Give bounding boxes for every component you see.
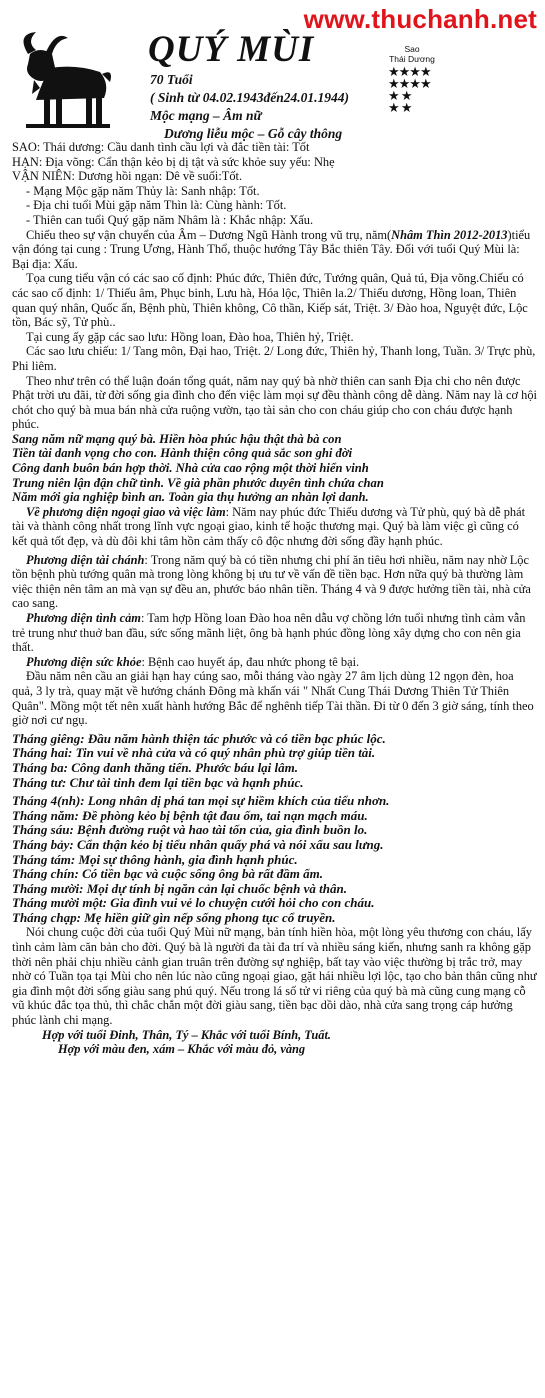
article-body — [12, 140, 537, 1057]
month-line: Tháng 4(nh): Long nhân dị phá tan mọi sự hiềm khích của tiểu nhơn. — [12, 793, 390, 809]
suckhoe-section: Phương diện sức khỏe: Bệnh cao huyết áp, đau nhức phong tê bại. — [26, 654, 360, 669]
month-line: Tháng tư: Chư tài tinh đem lại tiền bạc và hạnh phúc. — [12, 774, 304, 790]
age-text: 70 Tuổi — [150, 72, 193, 87]
goat-icon — [6, 24, 118, 136]
birth-range: ( Sinh từ 04.02.1943đến24.01.1944) — [150, 90, 349, 105]
month-line: Tháng giêng: Đầu năm hành thiện tác phước và có tiền bạc phúc lộc. — [12, 730, 386, 746]
paragraph-2: Tọa cung tiểu vận có các sao cố định: Phúc đức, Thiên đức, Tướng quân, Quả tú, Địa võng.Chiếu có các sao cố định: 1/ Thiếu âm, Phục binh, Lưu hà, Hóa lộc, Thiên la.2/ Thiếu dương, Hồng loan, Thiên quan quý nhân, Quốc ấn, Bệnh phù, Thiên không, Cô thần, Kiếp sát, Triệt. 3/ Đào hoa, Nguyệt đức, Lộc tồn, Bác sỹ, Tử phù.. — [12, 271, 528, 330]
paragraph-4: Các sao lưu chiếu: 1/ Tang môn, Đại hao, Triệt. 2/ Long đức, Thiên hỷ, Thanh long, Tuần. 3/ Trực phù, Phi liêm. — [12, 344, 536, 373]
paragraph-7: Nói chung cuộc đời của tuổi Quý Mùi nữ mạng, bản tính hiền hòa, một lòng yêu thương con cháu, lấy tình cảm làm căn bản cho đời. Quý bà là người đa tài đa trí và nhiều sáng kiến, nhưng sanh ra không gặp thời nên phải chịu nhiều cảnh gian truân trên đường sự nghiệp, bất tay vào việc thường bị trắc trở, may nhờ có Tuần tọa tại Mùi cho nên lúc nào cũng ngoại giao, gặt hái nhiều lợi lộc, tạo cho bản thân cũng như gia đình một đời sống giàu sang phú quý. Nếu trong lá số tử vi riêng của quý bà mà cũng cung mạng cỗ vũ khúc đắc tọa thủ, thì chắc chắn một đời giàu sang, tiền bạc dồi dào, nhà cửa sang trọng cáp hưởng phúc lành chi mạng. — [12, 925, 537, 1028]
sao-line: SAO: Thái dương: Cầu danh tình cầu lợi và đắc tiền tài: Tốt — [12, 140, 310, 154]
hop-tuoi: Hợp với tuổi Đinh, Thân, Tý – Khắc với tuổi Bính, Tuất. — [42, 1027, 332, 1042]
month-line: Tháng hai: Tin vui về nhà cửa và có quý nhân phù trợ giúp tiền tài. — [12, 745, 376, 761]
month-line: Tháng mười: Mọi dự tính bị ngăn cản lại chuốc bệnh và thân. — [12, 880, 347, 896]
poem-line: Trung niên lận đận chữ tình. Về già phần phước duyên tình chứa chan — [12, 475, 384, 490]
sao-name: Thái Dương — [389, 54, 435, 64]
paragraph-3: Tại cung ấy gặp các sao lưu: Hồng loan, Đào hoa, Thiên hỷ, Triệt. — [26, 329, 354, 344]
month-line: Tháng sáu: Bệnh đường ruột và hao tài tốn của, gia đình buồn lo. — [12, 822, 368, 838]
page-title: QUÝ MÙI — [148, 29, 315, 70]
poem-line: Sang năm nữ mạng quý bà. Hiền hòa phúc hậu thật thà bà con — [12, 431, 342, 446]
site-url-link[interactable]: www.thuchanh.net — [303, 4, 537, 34]
month-line: Tháng ba: Công danh thăng tiến. Phước báu lại lâm. — [12, 759, 299, 775]
month-line: Tháng tám: Mọi sự thông hành, gia đình hạnh phúc. — [12, 851, 298, 867]
taichinh-section: Phương diện tài chánh: Trong năm quý bà có tiền nhưng chi phí ăn tiêu hơi nhiều, năm nay nhờ Lộc tồn bệnh phù tướng quân mà trong lòng không bị ưu tư về vấn đề tiền bạc. Hơn nữa quý bà thường làm việc thiện nên tâm an mà vạn sự đều an, phước báo nhân tiền. Tháng 4 và 9 được hưởng tiền tài, nhà cửa cao sang. — [12, 552, 531, 611]
hop-mau: Hợp với màu đen, xám – Khắc với màu đỏ, vàng — [58, 1042, 306, 1057]
month-line: Tháng bảy: Cẩn thận kẻo bị tiểu nhân quấy phá và nói xấu sau lưng. — [12, 836, 384, 852]
month-line: Tháng mười một: Gia đình vui vẻ lo chuyện cưới hỏi cho con cháu. — [12, 895, 375, 911]
month-line: Tháng chín: Có tiền bạc và cuộc sống ông bà rất đầm ấm. — [12, 866, 323, 882]
sao-label-box — [382, 44, 442, 64]
list-item: - Thiên can tuổi Quý gặp năm Nhâm là : Khắc nhập: Xấu. — [26, 212, 314, 227]
han-line: HẠN: Địa võng: Cẩn thận kẻo bị dị tật và sức khỏe suy yếu: Nhẹ — [12, 154, 335, 169]
poem-line: Tiền tài danh vọng cho con. Hành thiện công quả sắc son ghi đời — [12, 446, 353, 461]
ngoaigiao-section: Về phương diện ngoại giao và việc làm: Năm nay phúc đức Thiếu dương và Tử phù, quý bà dễ phát tài và thành công nhất trong lĩnh vực ngoại giao, kinh tế hoặc thương mại. Quý bà làm việc gì cũng có kết quả tốt đẹp, và dù đôi khi tâm hồn cảm thấy cô độc nhưng đời sống đầy hạnh phúc. — [12, 504, 526, 549]
star-icon-group: ★★★★ ★★★★ ★ ★ ★ ★ — [388, 64, 431, 115]
poem-line: Công danh buôn bán hợp thời. Nhà cửa cao rộng một thời hiển vinh — [12, 461, 369, 476]
poem-line: Năm mới gia nghiệp bình an. Toàn gia thụ hưởng an nhàn lợi danh. — [12, 490, 369, 505]
sao-label: Sao — [404, 44, 420, 54]
mang-text: Mộc mạng – Âm nữ — [150, 108, 262, 123]
list-item: - Địa chi tuổi Mùi gặp năm Thìn là: Cùng hành: Tốt. — [26, 198, 287, 213]
tinhcam-section: Phương diện tình cảm: Tam hợp Hồng loan Đào hoa nên dẫu vợ chồng lớn tuổi nhưng tình cảm vẫn trẻ trung như thuở ban đầu, sức sống mãnh liệt, ông bà hạnh phúc đồng lòng xây dựng cho con nên gia thất. — [12, 611, 526, 655]
paragraph-5: Theo như trên có thể luận đoán tổng quát, năm nay quý bà nhờ thiên can sanh Địa chi cho nên được Phật trời ưu đãi, từ đời sống gia đình cho đến việc làm mọi sự đều thành công dễ dàng. Năm nay là cơ hội chót cho quý bà mua bán nhà cửa ruộng vườn, tạo tài sản cho con cháu giúp cho con cháu được hạnh phúc. — [12, 373, 537, 432]
paragraph-1: Chiếu theo sự vận chuyển của Âm – Dương Ngũ Hành trong vũ trụ, năm(Nhâm Thìn 2012-2013)tiểu vận đóng tại cung : Trung Ương, Hành Thổ, thuộc hướng Tây Bắc thiên Tây. Đối với tuổi Quý Mùi là: Bại địa: Xấu. — [12, 227, 531, 271]
month-line: Tháng chạp: Mẹ hiền giữ gìn nếp sống phong tục cổ truyền. — [12, 909, 336, 925]
vannien-line: VẬN NIÊN: Dương hồi ngạn: Dê về suối:Tốt. — [12, 169, 243, 184]
list-item: - Mạng Mộc gặp năm Thủy là: Sanh nhập: Tốt. — [26, 183, 260, 198]
element-text: Dương liễu mộc – Gỗ cây thông — [164, 126, 343, 141]
month-line: Tháng năm: Đề phòng kẻo bị bệnh tật đau ốm, tai nạn mạch máu. — [12, 807, 368, 823]
paragraph-6: Đầu năm nên cầu an giải hạn hay cúng sao, mỗi tháng vào ngày 27 âm lịch dùng 12 ngọn đèn, hoa quả, 3 ly trà, quay mặt về hướng chánh Đông mà khấn vái " Nhất Cung Thái Dương Thiên Tử Thiên Quân". Mồng một tết nên xuất hành hướng Bắc để nghênh tiếp Tài thần. Đi từ 0 đến 3 giờ sáng, tính theo giờ nơi cư ngụ. — [12, 669, 534, 728]
